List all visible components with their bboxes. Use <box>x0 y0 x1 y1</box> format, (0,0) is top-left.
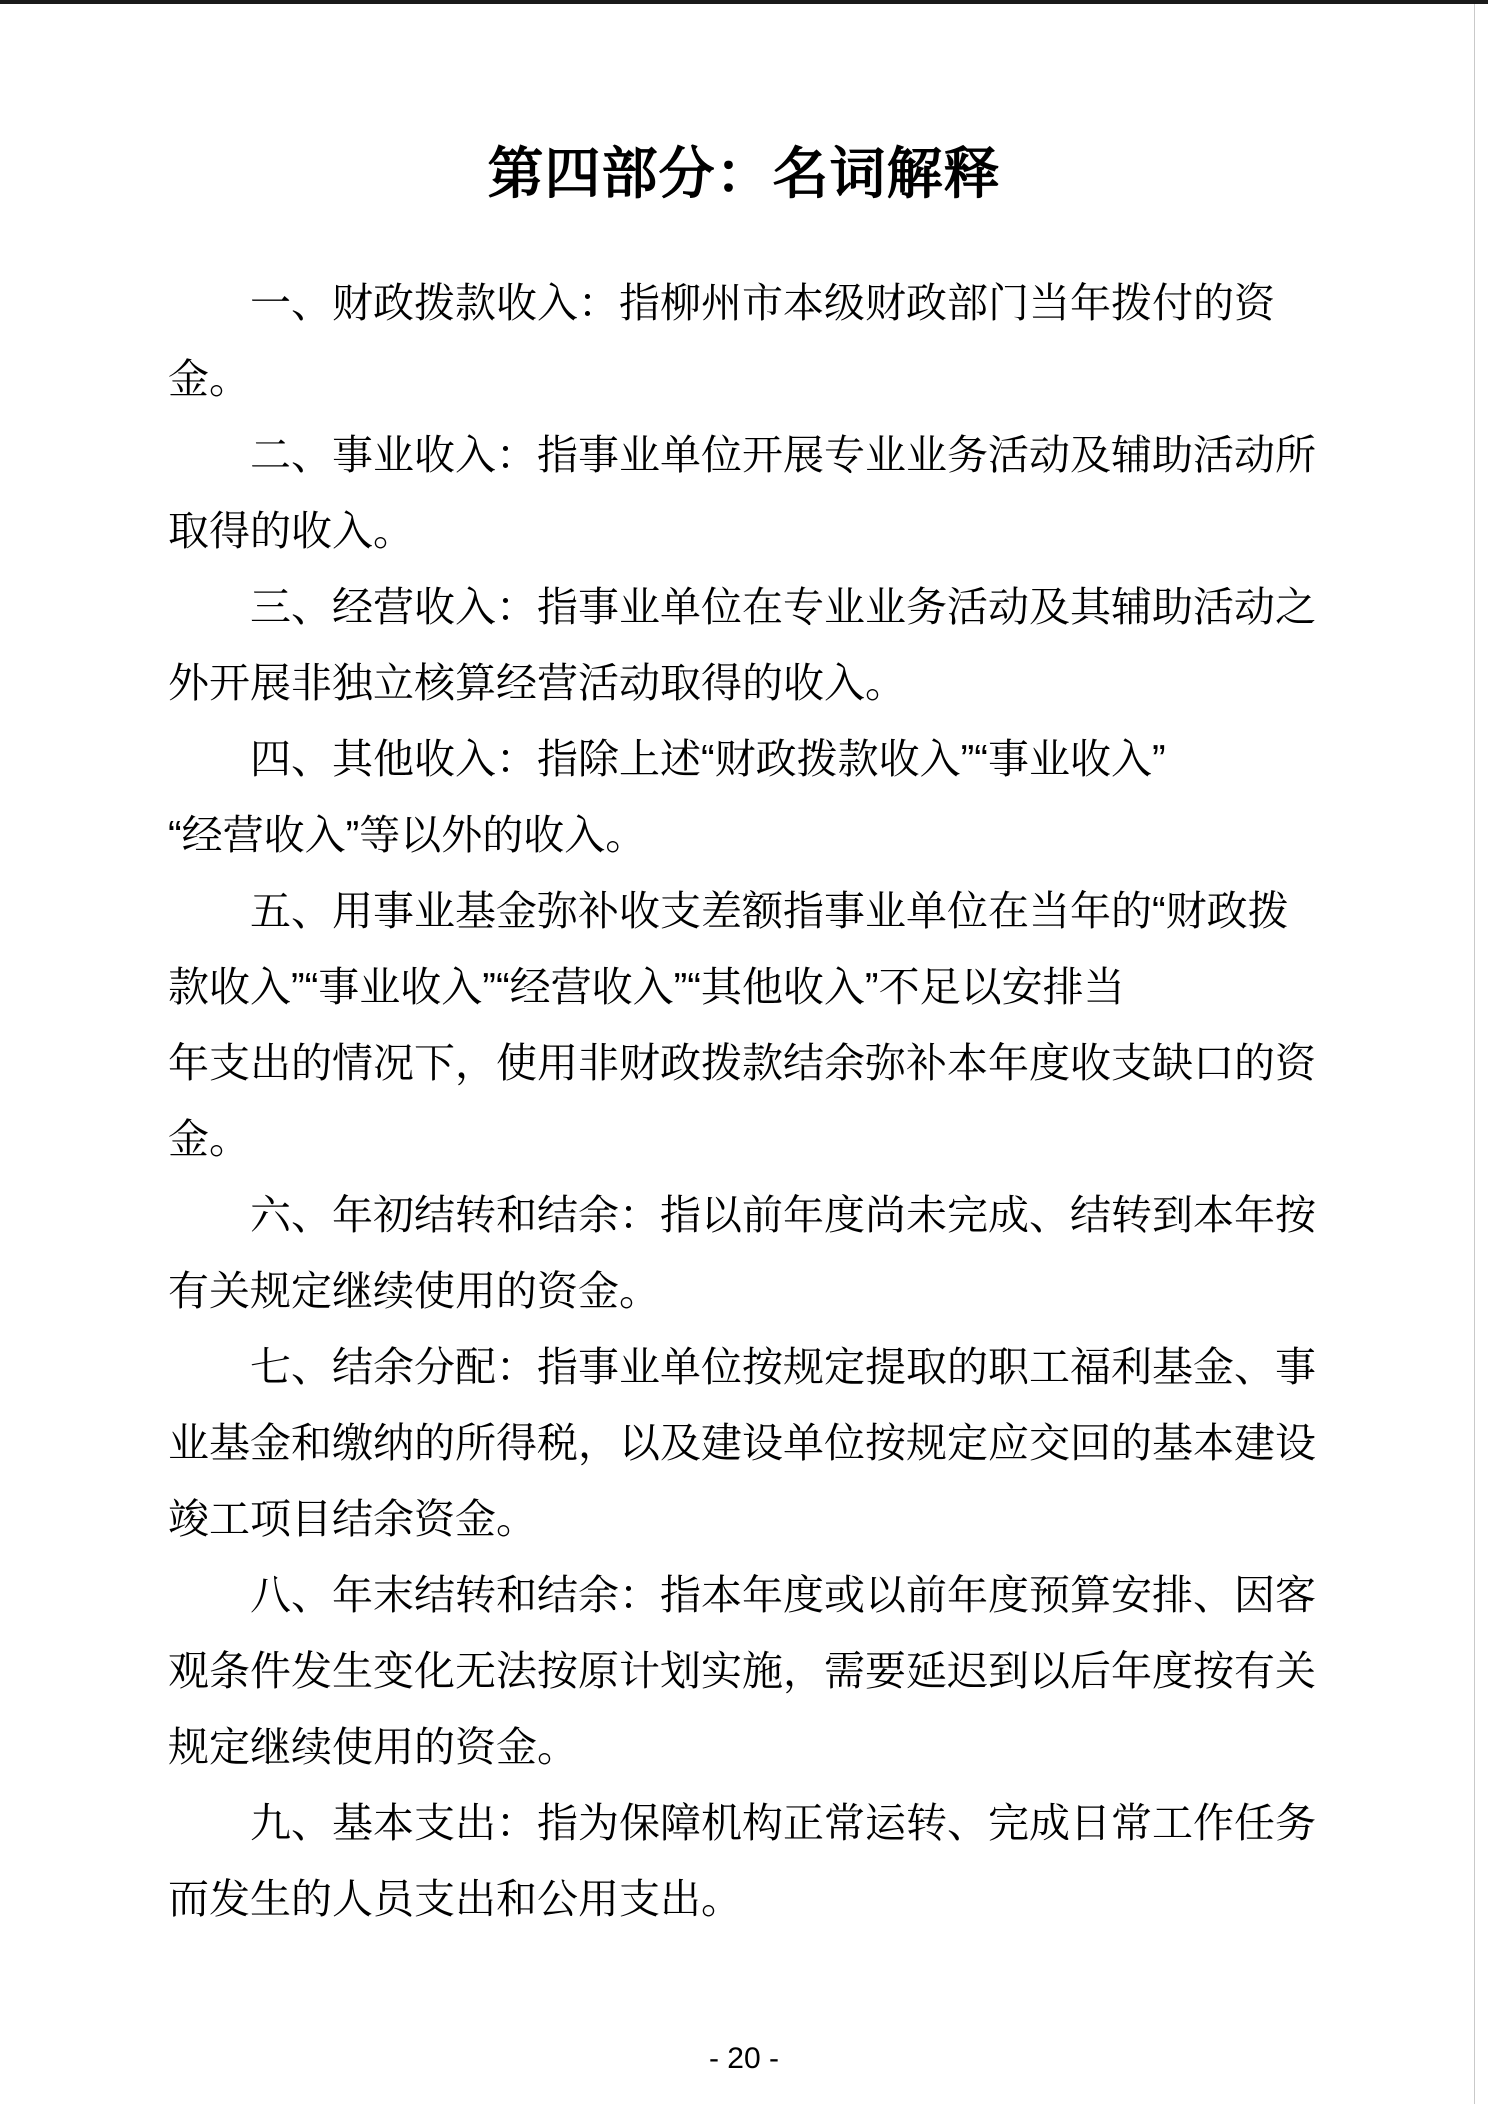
paragraph-line: 而发生的人员支出和公用支出。 <box>168 1876 742 1922</box>
paragraph-line: 有关规定继续使用的资金。 <box>168 1268 660 1314</box>
paragraph-8 <box>168 1557 1328 1785</box>
paragraphs-container <box>168 265 1328 1937</box>
paragraph-line: 年支出的情况下，使用非财政拨款结余弥补本年度收支缺口的资 <box>168 1040 1316 1086</box>
paragraph-first-line: 五、用事业基金弥补收支差额指事业单位在当年的“财政拨 <box>250 888 1289 934</box>
paragraph-line: 金。 <box>168 1116 250 1162</box>
page-footer <box>0 2040 1488 2078</box>
paragraph-first-line: 三、经营收入：指事业单位在专业业务活动及其辅助活动之 <box>250 584 1316 630</box>
paragraph-4 <box>168 721 1328 873</box>
paragraph-7 <box>168 1329 1328 1557</box>
paragraph-1 <box>168 265 1328 417</box>
paragraph-9 <box>168 1785 1328 1937</box>
paragraph-line: 金。 <box>168 356 250 402</box>
paragraph-line: 业基金和缴纳的所得税，以及建设单位按规定应交回的基本建设 <box>168 1420 1316 1466</box>
paragraph-5 <box>168 873 1328 1177</box>
paragraph-line: 竣工项目结余资金。 <box>168 1496 537 1542</box>
paragraph-first-line: 六、年初结转和结余：指以前年度尚未完成、结转到本年按 <box>250 1192 1316 1238</box>
page-title: 第四部分：名词解释 <box>487 142 1001 205</box>
paragraph-first-line: 一、财政拨款收入：指柳州市本级财政部门当年拨付的资 <box>250 280 1275 326</box>
paragraph-line: 外开展非独立核算经营活动取得的收入。 <box>168 660 906 706</box>
paragraph-line: 规定继续使用的资金。 <box>168 1724 578 1770</box>
scan-right-edge-line <box>1474 4 1475 2104</box>
scan-top-edge-line <box>0 0 1488 4</box>
paragraph-first-line: 四、其他收入：指除上述“财政拨款收入”“事业收入” <box>250 736 1166 782</box>
paragraph-first-line: 八、年末结转和结余：指本年度或以前年度预算安排、因客 <box>250 1572 1316 1618</box>
page-number: - 20 - <box>708 2042 780 2075</box>
paragraph-line: 取得的收入。 <box>168 508 414 554</box>
paragraph-line: 观条件发生变化无法按原计划实施，需要延迟到以后年度按有关 <box>168 1648 1316 1694</box>
paragraph-first-line: 二、事业收入：指事业单位开展专业业务活动及辅助活动所 <box>250 432 1316 478</box>
document-body <box>168 265 1328 1937</box>
paragraph-first-line: 七、结余分配：指事业单位按规定提取的职工福利基金、事 <box>250 1344 1316 1390</box>
paragraph-line: 款收入”“事业收入”“经营收入”“其他收入”不足以安排当 <box>168 964 1125 1010</box>
paragraph-line: “经营收入”等以外的收入。 <box>168 812 647 858</box>
paragraph-6 <box>168 1177 1328 1329</box>
paragraph-3 <box>168 569 1328 721</box>
paragraph-first-line: 九、基本支出：指为保障机构正常运转、完成日常工作任务 <box>250 1800 1316 1846</box>
paragraph-2 <box>168 417 1328 569</box>
